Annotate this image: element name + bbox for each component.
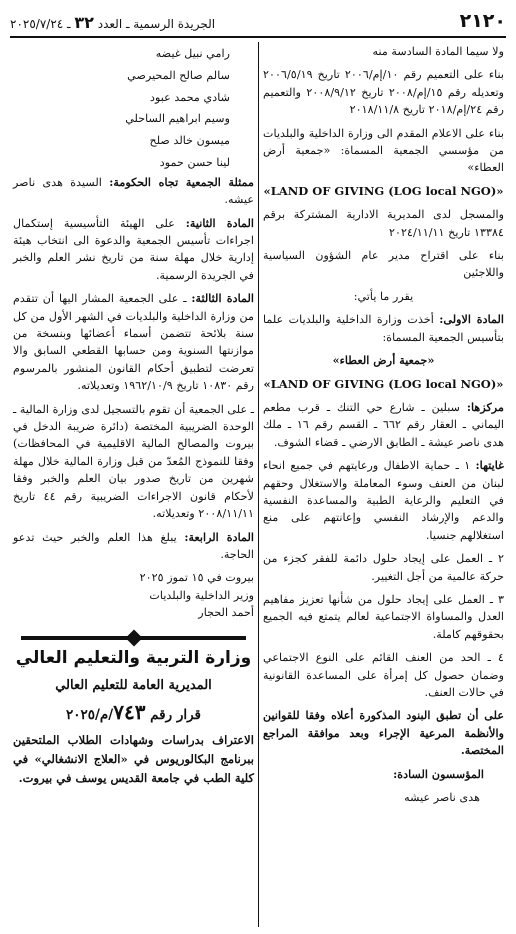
paragraph-circulars: بناء على التعميم رقم ١٠/إم/٢٠٠٦ تاريخ ٢٠٠٦/٥/١٩ وتعديله رقم ١٥/إم/٢٠٠٨ تاريخ ٢٠٠٨/٩/١٢ والتعميم رقم ٢٤/إم/٢٠١٨ تاريخ ٢٠١٨/١١/٨ — [263, 68, 504, 117]
founder-name: وسيم ابراهيم الساحلي — [125, 112, 230, 126]
decision-num: ٧٤٣ — [113, 700, 146, 725]
decision-prefix: قرار رقم — [150, 707, 202, 724]
association-latin-name: «LAND OF GIVING (LOG local NGO)» — [263, 183, 504, 198]
section-divider — [21, 636, 246, 640]
article-2 — [13, 215, 254, 285]
decide-line: يقرر ما يأتي: — [353, 289, 414, 303]
ministry-title: وزارة التربية والتعليم العالي — [15, 647, 252, 668]
journal-date: ـ ٢٠٢٥/٧/٢٤ — [10, 17, 71, 31]
article-4-label: المادة الرابعة: — [184, 529, 254, 544]
founder-name: لينا حسن حمود — [159, 155, 230, 169]
founder-1: هدى ناصر عيشه — [404, 791, 480, 805]
paragraph-reference: ولا سيما المادة السادسة منه — [372, 45, 504, 58]
minister-name: أحمد الحجار — [198, 606, 254, 620]
decision-suffix: /م/٢٠٢٥ — [65, 707, 114, 724]
article-2-text: على الهيئة التأسيسية إستكمال اجراءات تأسيس الجمعية والدعوة الى انتخاب هيئة إدارية خلال مهلة سنة من تاريخ نشر العلم والخبر في الجريدة الرسمية. — [13, 216, 254, 282]
founder-name: شادي محمد عبود — [149, 90, 230, 104]
headquarters-label: مركزها: — [466, 399, 504, 414]
directorate-title: المديرية العامة للتعليم العالي — [55, 677, 212, 693]
decision-title: الاعتراف بدراسات وشهادات الطلاب الملتحقين ببرنامج البكالوريوس في «العلاج الانشغالي» في كلية الطب في جامعة القديس يوسف في بيروت. — [13, 732, 254, 785]
article-3-tax: ـ على الجمعية أن تقوم بالتسجيل لدى وزارة المالية ـ الوحدة الضريبية المختصة (دائرة ضريبة الدخل في بيروت والمصالح المالية الاقليمية في المحافظات) وفقا للنموذج المُعدّ من قبل وزارة المالية خلال مهلة شهرين من تاريخ صدور بيان العلم والخبر وفقا لأحكام قانون الاجراءات الضريبية رقم ٤٤ تاريخ ٢٠٠٨/١١/١١ وتعديلاته. — [13, 402, 254, 521]
article-3-text: ـ على الجمعية المشار اليها أن تتقدم من وزارة الداخلية والبلديات في الشهر الأول من كل سنة بلائحة تتضمن أسماء أعضائها وبنسخة من موازنتها السنوية ومن حسابها القطعي السابق والا تعرضت لتطبيق أحكام القانون المنشور بالمرسوم رقم ١٠٨٣٠ تاريخ ١٩٦٢/١٠/٩ وتعديلاته. — [13, 292, 254, 393]
paragraph-proposal: بناء على اقتراح مدير عام الشؤون السياسية واللاجئين — [263, 249, 504, 280]
goal-1: ١ ـ حماية الاطفال ورعايتهم في جميع انحاء لبنان من العنف وسوء المعاملة والاستغلال وحقهم في التعليم والرعاية الطبية والمساعدة النفسية والدعم والإرشاد النفسي وإعانتهم على منع استغلالهم جنسيا. — [263, 459, 504, 542]
page-number: ٢١٢٠ — [459, 10, 506, 32]
headquarters-text: سبلين ـ شارع حي التنك ـ قرب مطعم اليماني ـ العقار رقم ٦٦٢ ـ القسم رقم ١٦ ـ ملك هدى ناصر عيشة ـ الطابق الارضي ـ قضاء الشوف. — [263, 400, 505, 449]
goal-2: ٢ ـ العمل على إيجاد حلول دائمة للفقر كجزء من حركة عالمية من أجل التغيير. — [263, 552, 504, 583]
columns — [10, 38, 506, 930]
column-divider — [258, 42, 259, 927]
journal-prefix: الجريدة الرسمية ـ العدد — [97, 17, 216, 31]
article-4 — [13, 529, 254, 564]
founders-list — [13, 43, 254, 174]
paragraph-notification — [263, 125, 504, 177]
paragraph-registration: والمسجل لدى المديرية الادارية المشتركة برقم ١٣٣٨٤ تاريخ ٢٠٢٤/١١/١١ — [263, 208, 504, 239]
headquarters — [263, 399, 504, 451]
minister-title: وزير الداخلية والبلديات — [149, 588, 254, 602]
place-date: بيروت في ١٥ تموز ٢٠٢٥ — [139, 571, 254, 585]
article-3-label: المادة الثالثة: — [191, 291, 254, 306]
goal-4: ٤ ـ الحد من العنف القائم على النوع الاجتماعي وضمان حصول كل إمرأة على المساعدة القانونية في حالات العنف. — [263, 651, 504, 699]
article-1-label: المادة الاولى: — [439, 312, 504, 327]
association-latin-name-2: «LAND OF GIVING (LOG local NGO)» — [263, 376, 504, 391]
govt-rep-text: السيدة هدى ناصر عيشه. — [13, 175, 254, 207]
goal-3: ٣ ـ العمل على إيجاد حلول من شأنها تعزيز مفاهيم العدل والمساواة الاجتماعية لعالم يتمتع فيه الجميع بحقوقهم كاملة. — [263, 592, 504, 641]
journal-title — [10, 13, 215, 32]
signature-block — [13, 569, 254, 621]
founder-name: سالم صالح المحيرصي — [127, 68, 230, 82]
article-1-text: أخذت وزارة الداخلية والبلديات علما بتأسيس الجمعية المسماة: — [263, 313, 504, 344]
page-header — [10, 6, 506, 38]
article-1 — [263, 311, 504, 346]
association-arabic-name: «جمعية أرض العطاء» — [332, 353, 435, 368]
goals-label: غايتها: — [475, 458, 504, 473]
article-4-text: يبلغ هذا العلم والخبر حيث تدعو الحاجة. — [13, 530, 254, 561]
condition-note: على أن تطبق البنود المذكورة أعلاه وفقا للقوانين والأنظمة المرعية الإجراء وبعد موافقة المراجع المختصة. — [263, 708, 504, 758]
goals — [263, 457, 504, 544]
govt-rep-label: ممثلة الجمعية تجاه الحكومة: — [109, 174, 255, 189]
government-representative — [13, 174, 254, 209]
article-3 — [13, 290, 254, 394]
notification-text: بناء على الاعلام المقدم الى وزارة الداخلية والبلديات من مؤسسي الجمعية المسماة: «جمعية أرض العطاء» — [263, 126, 504, 175]
decision-number — [13, 700, 254, 725]
founder-name: ميسون خالد صلح — [149, 134, 230, 148]
founders-label: المؤسسون السادة: — [393, 766, 484, 781]
right-column — [259, 38, 506, 930]
founder-name: رامي نبيل غيضه — [155, 47, 230, 60]
article-2-label: المادة الثانية: — [185, 215, 254, 230]
left-column — [11, 38, 258, 930]
issue-number: ٣٢ — [74, 13, 94, 32]
